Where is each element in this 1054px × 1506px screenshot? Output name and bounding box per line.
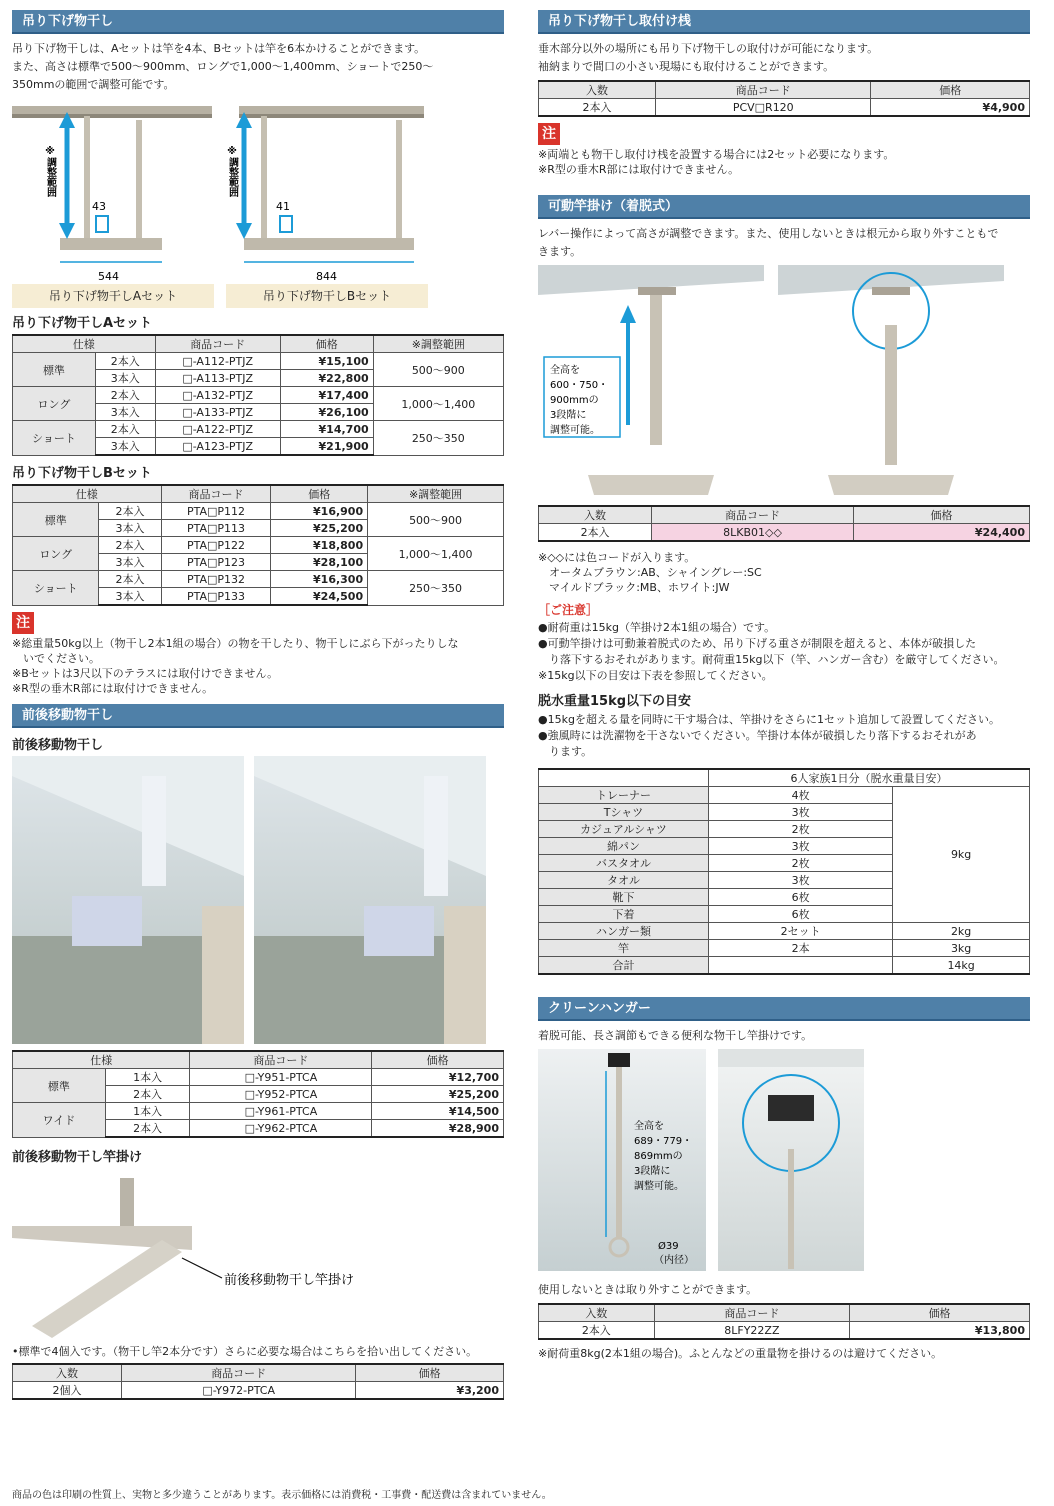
empty-header <box>539 769 709 787</box>
col-header: 価格 <box>280 335 373 353</box>
col-header: 商品コード <box>155 335 280 353</box>
section-header-clean: クリーンハンガー <box>538 997 1030 1021</box>
hanger-base <box>608 1053 630 1067</box>
item-cell: バスタオル <box>539 855 709 872</box>
code-cell: □-Y952-PTCA <box>190 1086 372 1103</box>
clean-table <box>538 1303 1030 1340</box>
price-cell: ¥14,500 <box>372 1103 504 1120</box>
hanger-bar <box>244 238 414 250</box>
price-cell: ¥18,800 <box>271 537 368 554</box>
slide-photo-2 <box>254 756 486 1044</box>
note-line: ※Bセットは3尺以下のテラスには取付けできません。 <box>12 667 279 680</box>
code-cell: PCV□R120 <box>656 99 871 117</box>
adjust-label: ※調整範囲 <box>226 146 238 197</box>
desc-line: 吊り下げ物干しは、Aセットは竿を4本、Bセットは竿を6本かけることができます。 <box>12 42 426 55</box>
rafter <box>239 106 424 114</box>
weight-cell: 14kg <box>893 957 1030 975</box>
callout-line: 600・750・ <box>550 380 609 391</box>
item-cell: 綿パン <box>539 838 709 855</box>
price-cell: ¥14,700 <box>280 421 373 438</box>
col-header: 入数 <box>13 1364 122 1382</box>
count-cell: 6枚 <box>709 906 893 923</box>
count-cell: 2枚 <box>709 821 893 838</box>
note-line: いでください。 <box>12 652 100 665</box>
col-header: 6人家族1日分（脱水重量目安） <box>709 769 1030 787</box>
section-header-mount: 吊り下げ物干し取付け桟 <box>538 10 1030 34</box>
mount-plate <box>872 287 910 295</box>
hanger-post <box>136 120 142 244</box>
qty-cell: 2本入 <box>105 1086 190 1103</box>
wall <box>444 906 486 1044</box>
code-cell: PTA□P113 <box>161 520 271 537</box>
count-cell: 2セット <box>709 923 893 940</box>
price-cell: ¥26,100 <box>280 404 373 421</box>
code-cell: □-Y951-PTCA <box>190 1069 372 1086</box>
code-cell: □-Y962-PTCA <box>190 1120 372 1138</box>
qty-cell: 2本入 <box>99 537 161 554</box>
hanger-post <box>261 116 267 246</box>
section-header-hanging: 吊り下げ物干し <box>12 10 504 34</box>
b-set-caption: 吊り下げ物干しBセット <box>226 284 428 308</box>
qty-cell: 3本入 <box>95 404 155 421</box>
col-header: 価格 <box>372 1051 504 1069</box>
qty-cell: 2本入 <box>95 353 155 370</box>
spec-group: ショート <box>13 421 96 456</box>
range-cell: 500〜900 <box>373 353 503 387</box>
rafter-shadow <box>12 114 212 118</box>
col-header: 仕様 <box>13 485 162 503</box>
rafter <box>12 106 212 114</box>
spec-group: 標準 <box>13 353 96 387</box>
movable-illustration <box>538 265 764 503</box>
section-header-movable: 可動竿掛け（着脱式） <box>538 195 1030 219</box>
diameter-label: Ø39 <box>658 1241 679 1252</box>
spec-group: ワイド <box>13 1103 106 1138</box>
col-header: 価格 <box>850 1304 1030 1322</box>
laundry <box>72 896 142 946</box>
b-width-label: 844 <box>316 270 337 283</box>
a-set-table <box>12 334 504 456</box>
col-header: 商品コード <box>190 1051 372 1069</box>
code-cell: □-A123-PTJZ <box>155 438 280 456</box>
hanger-rod <box>788 1149 794 1269</box>
code-cell: □-A132-PTJZ <box>155 387 280 404</box>
price-cell: ¥28,900 <box>372 1120 504 1138</box>
left-column <box>12 10 504 1400</box>
slide-table <box>12 1050 504 1138</box>
spec-group: ロング <box>13 537 99 571</box>
mount-plate <box>638 287 676 295</box>
hanger-rod <box>616 1067 622 1239</box>
col-header: 価格 <box>854 506 1030 524</box>
hanger-post <box>396 120 402 244</box>
right-column <box>538 10 1030 1361</box>
note-line: ※R型の垂木R部には取付けできません。 <box>12 682 214 695</box>
count-cell: 2枚 <box>709 855 893 872</box>
clean-hanger-illustration <box>718 1049 864 1271</box>
col-header: 商品コード <box>654 1304 850 1322</box>
qty-cell: 2本入 <box>99 503 161 520</box>
pole <box>32 1240 182 1338</box>
price-cell: ¥12,700 <box>372 1069 504 1086</box>
qty-cell: 3本入 <box>95 370 155 387</box>
callout-line: 調整可能。 <box>550 425 600 436</box>
b-set-title: 吊り下げ物干しBセット <box>12 466 152 481</box>
price-cell: ¥28,100 <box>271 554 368 571</box>
weight-cell: 9kg <box>893 787 1030 923</box>
mount-table <box>538 80 1030 117</box>
item-cell: Tシャツ <box>539 804 709 821</box>
wall <box>202 906 244 1044</box>
price-cell: ¥21,900 <box>280 438 373 456</box>
spec-group: 標準 <box>13 1069 106 1103</box>
count-cell: 3枚 <box>709 838 893 855</box>
qty-cell: 2本入 <box>95 421 155 438</box>
note-badge: 注 <box>12 612 34 634</box>
caution-line: ●可動竿掛けは可動兼着脱式のため、吊り下げる重さが制限を超えると、本体が破損した <box>538 637 977 650</box>
pole-holder-title: 前後移動物干し竿掛け <box>12 1150 143 1165</box>
price-cell: ¥17,400 <box>280 387 373 404</box>
table-row <box>13 387 504 404</box>
pole-holder-table <box>12 1363 504 1400</box>
arrow-head <box>59 223 75 239</box>
table-row <box>13 537 504 554</box>
qty-cell: 1本入 <box>105 1103 190 1120</box>
table-row <box>13 503 504 520</box>
code-cell: □-A122-PTJZ <box>155 421 280 438</box>
code-cell: □-A113-PTJZ <box>155 370 280 387</box>
hanging-description <box>12 40 504 94</box>
col-header: 仕様 <box>13 1051 190 1069</box>
col-header: 価格 <box>271 485 368 503</box>
guide-line: ●15kgを超える量を同時に干す場合は、竿掛けをさらに1セット追加して設置してください。 <box>538 713 1000 726</box>
laundry <box>142 776 166 886</box>
roof <box>254 756 486 876</box>
note-badge: 注 <box>538 123 560 145</box>
callout-line: 3段階に <box>550 410 587 421</box>
item-cell: 下着 <box>539 906 709 923</box>
desc-line: 垂木部分以外の場所にも吊り下げ物干しの取付けが可能になります。 <box>538 42 879 55</box>
col-header: 商品コード <box>161 485 271 503</box>
qty-cell: 3本入 <box>99 588 161 606</box>
hanger-arm <box>588 475 714 495</box>
count-cell: 3枚 <box>709 804 893 821</box>
laundry <box>364 906 434 956</box>
roof <box>12 756 244 876</box>
range-cell: 1,000〜1,400 <box>368 537 504 571</box>
col-header: ※調整範囲 <box>368 485 504 503</box>
qty-cell: 2本入 <box>95 387 155 404</box>
qty-cell: 3本入 <box>99 520 161 537</box>
callout-line: 689・779・ <box>634 1136 693 1147</box>
roof-beam <box>718 1049 864 1067</box>
col-header: 入数 <box>539 81 656 99</box>
table-row <box>539 99 1030 117</box>
gap-marker <box>280 216 292 232</box>
footer-disclaimer: 商品の色は印刷の性質上、実物と多少違うことがあります。表示価格には消費税・工事費・配送費は含まれていません。 <box>12 1490 552 1501</box>
desc-line: 350mmの範囲で調整可能です。 <box>12 78 175 91</box>
desc-line: 袖納まりで間口の小さい現場にも取付けることができます。 <box>538 60 835 73</box>
a-set-title: 吊り下げ物干しAセット <box>12 316 153 331</box>
qty-cell: 3本入 <box>99 554 161 571</box>
price-cell: ¥22,800 <box>280 370 373 387</box>
col-header: 商品コード <box>652 506 854 524</box>
callout-line: 全高を <box>550 365 580 376</box>
table-row <box>13 571 504 588</box>
table-row <box>539 524 1030 542</box>
col-header: 価格 <box>356 1364 504 1382</box>
table-row <box>539 1322 1030 1340</box>
caution-line: ●耐荷重は15kg（竿掛け2本1組の場合）です。 <box>538 621 776 634</box>
clean-photo-2 <box>718 1049 864 1271</box>
hanging-notes <box>12 636 504 696</box>
spec-group: 標準 <box>13 503 99 537</box>
code-cell: □-Y961-PTCA <box>190 1103 372 1120</box>
price-cell: ¥15,100 <box>280 353 373 370</box>
table-row <box>13 1069 504 1086</box>
qty-cell: 2本入 <box>105 1120 190 1138</box>
desc-line: レバー操作によって高さが調整できます。また、使用しないときは根元から取り外すこともで <box>538 227 999 240</box>
slide-photos <box>12 756 504 1046</box>
price-cell: ¥13,800 <box>850 1322 1030 1340</box>
table-row <box>539 940 1030 957</box>
clean-description: 着脱可能、長さ調節もできる便利な物干し竿掛けです。 <box>538 1029 813 1042</box>
guide-title: 脱水重量15kg以下の目安 <box>538 694 692 709</box>
section-header-slide: 前後移動物干し <box>12 704 504 728</box>
pole <box>885 325 897 465</box>
price-cell: ¥4,900 <box>871 99 1030 117</box>
callout-line: 調整可能。 <box>634 1181 684 1192</box>
callout-line: 3段階に <box>634 1166 671 1177</box>
pole-holder-illustration <box>12 1168 504 1344</box>
table-row <box>13 353 504 370</box>
spec-group: ロング <box>13 387 96 421</box>
laundry <box>424 776 448 896</box>
count-cell: 2本 <box>709 940 893 957</box>
qty-cell: 2本入 <box>539 1322 655 1340</box>
spec-group: ショート <box>13 571 99 606</box>
price-cell: ¥3,200 <box>356 1382 504 1400</box>
range-cell: 1,000〜1,400 <box>373 387 503 421</box>
guide-line: ●強風時には洗濯物を干さないでください。竿掛け本体が破損したり落下するおそれがあ <box>538 729 977 742</box>
slide-subtitle: 前後移動物干し <box>12 738 104 753</box>
col-header: ※調整範囲 <box>373 335 503 353</box>
hanger-ring <box>610 1238 628 1256</box>
note-line: ※R型の垂木R部には取付けできません。 <box>538 163 740 176</box>
clean-hanger-illustration <box>538 1049 706 1271</box>
diameter-note: （内径） <box>654 1255 694 1266</box>
hanger-post <box>84 116 90 246</box>
movable-photos <box>538 265 1030 505</box>
table-row <box>539 787 1030 804</box>
pole-holder-note: •標準で4個入です。（物干し竿2本分です）さらに必要な場合はこちらを拾い出してください。 <box>12 1345 478 1358</box>
callout-line: 全高を <box>634 1121 664 1132</box>
guide-line: ります。 <box>538 745 593 758</box>
mount-description <box>538 40 1030 76</box>
desc-line: また、高さは標準で500〜900mm、ロングで1,000〜1,400mm、ショートで250〜 <box>12 60 434 73</box>
caution-line: り落下するおそれがあります。耐荷重15kg以下（竿、ハンガー含む）を厳守してください。 <box>538 653 1005 666</box>
qty-cell: 2本入 <box>99 571 161 588</box>
item-cell: 竿 <box>539 940 709 957</box>
removable-note: 使用しないときは取り外すことができます。 <box>538 1283 758 1296</box>
item-cell: カジュアルシャツ <box>539 821 709 838</box>
a-set-caption: 吊り下げ物干しAセット <box>12 284 214 308</box>
hanger-base <box>768 1095 814 1121</box>
a-set-diagram <box>12 98 222 288</box>
caution-title: ［ご注意］ <box>538 603 599 617</box>
code-cell: PTA□P122 <box>161 537 271 554</box>
mount-post <box>120 1178 134 1228</box>
adjust-label: ※調整範囲 <box>44 146 56 197</box>
clean-note: ※耐荷重8kg(2本1組の場合)。ふとんなどの重量物を掛けるのは避けてください。 <box>538 1347 943 1360</box>
table-row <box>539 957 1030 975</box>
pole-holder-drawing <box>12 1168 492 1344</box>
desc-line: きます。 <box>538 245 582 258</box>
price-cell: ¥16,300 <box>271 571 368 588</box>
note-line: マイルドブラック:MB、ホワイト:JW <box>538 581 730 594</box>
count-cell: 6枚 <box>709 889 893 906</box>
price-cell: ¥25,200 <box>372 1086 504 1103</box>
col-header: 価格 <box>871 81 1030 99</box>
range-cell: 250〜350 <box>368 571 504 606</box>
note-line: ※総重量50kg以上（物干し2本1組の場合）の物を干したり、物干しにぶら下がったりしな <box>12 637 459 650</box>
movable-description <box>538 225 1030 261</box>
a-width-label: 544 <box>98 270 119 283</box>
code-cell: 8LFY22ZZ <box>654 1322 850 1340</box>
caution-line: ※15kg以下の目安は下表を参照してください。 <box>538 669 773 682</box>
hanging-diagrams <box>12 98 504 308</box>
col-header: 仕様 <box>13 335 156 353</box>
table-row <box>539 923 1030 940</box>
weight-cell: 2kg <box>893 923 1030 940</box>
color-notes <box>538 550 1030 595</box>
code-cell: PTA□P112 <box>161 503 271 520</box>
movable-illustration <box>778 265 1004 503</box>
hanger-bar <box>60 238 162 250</box>
item-cell: タオル <box>539 872 709 889</box>
count-cell: 3枚 <box>709 872 893 889</box>
note-line: ※◇◇には色コードが入ります。 <box>538 551 696 564</box>
hanger-arm <box>828 475 954 495</box>
gap-marker <box>96 216 108 232</box>
callout-line: 900mmの <box>550 395 599 406</box>
arrow-head <box>236 223 252 239</box>
qty-cell: 2本入 <box>539 524 652 542</box>
qty-cell: 2本入 <box>539 99 656 117</box>
qty-cell: 1本入 <box>105 1069 190 1086</box>
item-cell: ハンガー類 <box>539 923 709 940</box>
clean-photo-1 <box>538 1049 706 1271</box>
table-row <box>13 421 504 438</box>
b-gap-label: 41 <box>276 200 290 213</box>
movable-photo-2 <box>778 265 1004 503</box>
range-cell: 250〜350 <box>373 421 503 456</box>
qty-cell: 2個入 <box>13 1382 122 1400</box>
count-cell: 4枚 <box>709 787 893 804</box>
table-row <box>13 1382 504 1400</box>
col-header: 入数 <box>539 1304 655 1322</box>
col-header: 商品コード <box>656 81 871 99</box>
weight-cell: 3kg <box>893 940 1030 957</box>
code-cell: PTA□P123 <box>161 554 271 571</box>
movable-photo-1 <box>538 265 764 503</box>
note-line: オータムブラウン:AB、シャイングレー:SC <box>538 566 762 579</box>
leader-line <box>182 1258 222 1278</box>
b-set-diagram <box>224 98 424 288</box>
clean-photos <box>538 1049 1030 1277</box>
item-cell: 合計 <box>539 957 709 975</box>
price-cell: ¥25,200 <box>271 520 368 537</box>
note-line: ※両端とも物干し取付け桟を設置する場合には2セット必要になります。 <box>538 148 895 161</box>
arrow-head <box>620 305 636 323</box>
pole-holder-label: 前後移動物干し竿掛け <box>224 1273 355 1288</box>
code-cell: PTA□P132 <box>161 571 271 588</box>
qty-cell: 3本入 <box>95 438 155 456</box>
terrace-illustration <box>254 756 486 1044</box>
item-cell: 靴下 <box>539 889 709 906</box>
price-cell: ¥16,900 <box>271 503 368 520</box>
movable-table <box>538 505 1030 542</box>
table-row <box>13 1103 504 1120</box>
col-header: 入数 <box>539 506 652 524</box>
code-cell: PTA□P133 <box>161 588 271 606</box>
code-cell: □-A112-PTJZ <box>155 353 280 370</box>
range-cell: 500〜900 <box>368 503 504 537</box>
code-cell: □-A133-PTJZ <box>155 404 280 421</box>
a-gap-label: 43 <box>92 200 106 213</box>
weight-guide-table <box>538 768 1030 975</box>
code-cell: □-Y972-PTCA <box>122 1382 356 1400</box>
callout-line: 869mmの <box>634 1151 683 1162</box>
price-cell: ¥24,500 <box>271 588 368 606</box>
item-cell: トレーナー <box>539 787 709 804</box>
col-header: 商品コード <box>122 1364 356 1382</box>
slide-photo-1 <box>12 756 244 1044</box>
count-cell <box>709 957 893 975</box>
b-set-table <box>12 484 504 606</box>
terrace-illustration <box>12 756 244 1044</box>
price-cell: ¥24,400 <box>854 524 1030 542</box>
code-cell: 8LKB01◇◇ <box>652 524 854 542</box>
pole <box>650 295 662 445</box>
